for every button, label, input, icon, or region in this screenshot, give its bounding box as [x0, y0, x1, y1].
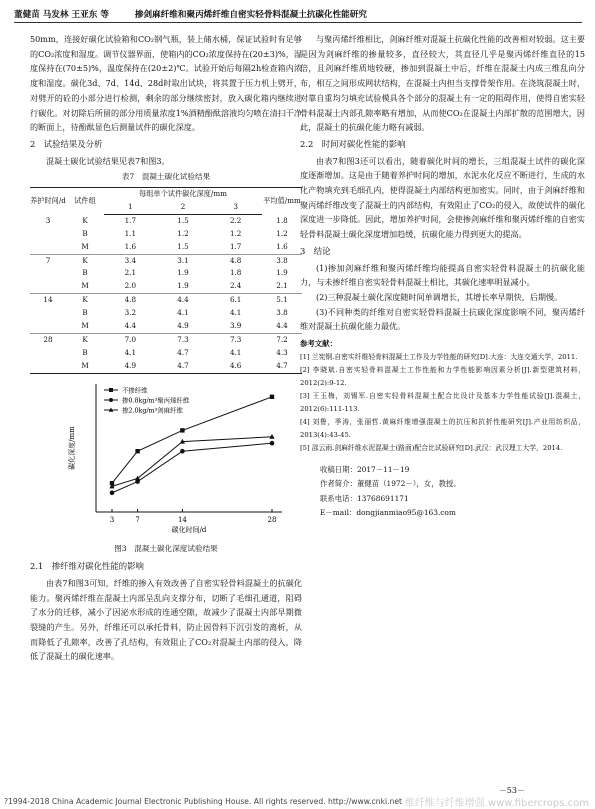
- table-cell-a: 4.9: [104, 360, 157, 373]
- table-cell-age: [30, 228, 66, 241]
- table-row: [30, 294, 302, 307]
- table-cell-age: [30, 347, 66, 360]
- table-cell-a: 2.1: [124, 268, 137, 278]
- table-row: [30, 307, 302, 320]
- conclusion-1: (1)掺加剑麻纤维和聚丙烯纤维均能提高自密实轻骨料混凝土的抗碳化能力，与未掺纤维自密实轻骨料混凝土相比，其碳化速率明显减小。: [300, 262, 585, 288]
- legend-marker: [109, 388, 113, 392]
- carbonation-table: [30, 187, 302, 374]
- table-cell-b: 1.5: [177, 215, 189, 225]
- section-3-heading: 3 结论: [300, 245, 331, 256]
- table-row: [30, 360, 302, 373]
- table-cell-a: 1.7: [124, 215, 137, 225]
- table-cell-age: [30, 280, 66, 293]
- contact-email: E－mail：dongjianmiao95@163.com: [320, 507, 456, 517]
- table-cell-a: 1.1: [124, 228, 137, 238]
- table-cell-age: [30, 307, 66, 320]
- table-row: [30, 228, 302, 241]
- table-cell-g: M: [66, 280, 104, 293]
- table-cell-age: 7: [45, 255, 51, 265]
- table-cell-m: 3.8: [276, 255, 288, 265]
- table-cell-a: 3.4: [124, 255, 137, 265]
- table-cell-c: 3.9: [209, 320, 262, 333]
- table-cell-m: 7.2: [276, 335, 288, 344]
- article-meta: [300, 463, 585, 520]
- th-depth: 每组单个试件碳化深度/mm: [104, 188, 262, 201]
- table-cell-m: 4.7: [262, 360, 302, 373]
- table-cell-b: 4.9: [157, 320, 210, 333]
- table-cell-c: 1.8: [229, 268, 242, 278]
- table-cell-m: 3.8: [276, 308, 288, 318]
- table-cell-a: 4.4: [104, 320, 157, 333]
- section-2-1-heading: 2.1 掺纤维对碳化性能的影响: [30, 561, 144, 572]
- table-cell-g: B: [82, 308, 88, 318]
- th-age: 养护时间/d: [30, 188, 66, 215]
- table-row: [30, 214, 302, 227]
- table-cell-g: K: [82, 295, 88, 305]
- data-point: [110, 490, 115, 495]
- section-2-heading: 2 试验结果及分析: [30, 138, 103, 149]
- table-cell-m: 1.9: [276, 268, 288, 278]
- table-cell-c: 2.2: [229, 215, 242, 225]
- reference-item: [1] 兰宪钢.自密实纤维轻骨料混凝土工作及力学性能的研究[D].大连：大连交通大学，2011.: [300, 353, 578, 362]
- references-heading: 参考文献：: [300, 339, 337, 349]
- table-cell-a: 4.1: [124, 347, 137, 357]
- data-point: [135, 449, 139, 453]
- carbonation-chart: [30, 378, 302, 538]
- y-axis-label: 碳化深度/mm: [68, 425, 76, 470]
- watermark: 维纤维与纤维增强.www.fibercrops.com: [404, 798, 589, 809]
- table-cell-c: 4.1: [229, 308, 242, 318]
- data-point: [180, 449, 185, 454]
- left-column: [30, 32, 302, 664]
- table-cell-b: 4.1: [177, 308, 189, 318]
- table-cell-a: 4.8: [124, 295, 137, 305]
- received-date: 收稿日期：2017－11－19: [320, 465, 410, 475]
- table-cell-g: M: [66, 360, 104, 373]
- th-n3: 3: [209, 201, 262, 214]
- table-cell-c: 4.1: [229, 347, 242, 357]
- table-cell-age: [30, 360, 66, 373]
- data-point: [180, 428, 184, 432]
- table-body: [30, 214, 302, 373]
- contact-phone: 联系电话：13768691171: [320, 493, 409, 503]
- right-column: [300, 32, 585, 520]
- table-cell-b: 1.5: [157, 241, 210, 254]
- left-paragraph-1: 50mm，连接好碳化试验箱和CO₂钢气瓶，装上储水桶，保证试验时有足够的CO₂浓度和湿度。调节仪器界面，使箱内的CO₂浓度保持在(20±3)%，湿度保持在(70±5)%，温度保持在(20±2)℃。试验开始后每隔2h检查箱内浓度和湿度。碳化3d、7d、14d、28d时取出试块，将其置于压力机上劈开，对劈开的砼的小部分进行检测，剩余的部分继续密封，放入碳化箱内继续进行碳化。对切除后所留的部分用质量浓度1%酒精酚酞溶液均匀喷在清扫干净的断面上，待酚酞显色后测量试件的碳化深度。: [30, 34, 302, 133]
- table-row: [30, 320, 302, 333]
- table-cell-c: 2.4: [209, 280, 262, 293]
- table-cell-age: [30, 241, 66, 254]
- running-header: [14, 6, 582, 23]
- legend-marker: [109, 398, 113, 402]
- table-cell-a: 3.2: [124, 308, 137, 318]
- table-cell-b: 1.9: [177, 268, 189, 278]
- table-row: [30, 267, 302, 280]
- conclusion-2: (2)三种混凝土碳化深度随时间单调增长，其增长率早期快，后期慢。: [316, 291, 563, 302]
- author-info: 作者简介：董健苗（1972－），女，教授。: [320, 479, 461, 489]
- th-n2: 2: [157, 201, 210, 214]
- table-cell-c: 4.6: [209, 360, 262, 373]
- table-cell-g: K: [82, 335, 88, 344]
- right-paragraph-2: 由表7和图3还可以看出，随着碳化时间的增长，三组混凝土试件的碳化深度逐渐增加。这是由于随着养护时间的增加，水泥水化反应不断进行，生成的水化产物填充到毛细孔内，使得混凝土内部结构更加密实。同时，由于剑麻纤维和聚丙烯纤维改变了混凝土的内部结构，有效阻止了CO₂的侵入，故使试件的碳化深度进一步降低。因此，增加养护时间，会使掺剑麻纤维和聚丙烯纤维的自密实轻骨料混凝土碳化深度增加趋缓，抗碳化能力得到更大的提高。: [300, 155, 585, 240]
- table-cell-c: 4.8: [229, 255, 242, 265]
- table-cell-a: 2.0: [104, 280, 157, 293]
- table-cell-b: 4.7: [177, 347, 189, 357]
- legend-label: 掺0.8kg/m³聚丙烯纤维: [122, 396, 190, 405]
- table-cell-g: B: [82, 347, 88, 357]
- table-cell-m: 1.2: [276, 228, 288, 238]
- table-cell-age: 14: [43, 295, 53, 305]
- table-cell-age: 3: [45, 215, 51, 225]
- x-tick-label: 3: [109, 515, 115, 524]
- table-cell-m: 2.1: [262, 280, 302, 293]
- table-cell-c: 1.7: [209, 241, 262, 254]
- table-cell-g: M: [66, 241, 104, 254]
- table-cell-a: 7.0: [124, 335, 137, 344]
- copyright-footer: ?1994-2018 China Academic Journal Electronic Publishing House. All rights reserved. http://www.cnki.net: [4, 797, 403, 806]
- table-cell-age: [30, 267, 66, 280]
- left-paragraph-2: 混凝土碳化试验结果见表7和图3。: [46, 155, 170, 166]
- reference-item: [3] 王玉梅，刘锡军.自密实轻骨料混凝土配合比设计及基本力学性能试验[J].混凝土，2012(6):111-113.: [300, 392, 585, 414]
- table-cell-g: K: [82, 255, 88, 265]
- th-n1: 1: [104, 201, 157, 214]
- table-row: [30, 280, 302, 293]
- x-tick-label: 14: [177, 515, 187, 524]
- header-authors: 董健苗 马发林 王亚东 等: [14, 10, 109, 20]
- references: [300, 337, 585, 455]
- table-cell-m: 4.3: [276, 347, 288, 357]
- th-group: 试件组: [66, 188, 104, 215]
- section-2-2-heading: 2.2 时间对碳化性能的影响: [300, 138, 406, 149]
- reference-item: [5] 邵云雨.剑麻纤维水泥混凝土(路面)配合比试验研究[D].武汉：武汉理工大学，2014.: [300, 444, 563, 453]
- figure-caption: 图3 混凝土碳化深度试验结果: [114, 544, 218, 554]
- table-cell-b: 4.7: [157, 360, 210, 373]
- data-point: [270, 441, 275, 446]
- reference-item: [2] 李晓斌.自密实轻骨料混凝土工作性能和力学性能影响因素分析[J].新型建筑材料，2012(2):9-12.: [300, 366, 585, 388]
- page-number: －53－: [498, 786, 525, 795]
- table-row: [30, 241, 302, 254]
- table-cell-c: 7.3: [229, 335, 242, 344]
- x-axis-label: 碳化时间/d: [171, 525, 207, 534]
- table-cell-b: 4.4: [177, 295, 189, 305]
- table-cell-b: 1.9: [157, 280, 210, 293]
- legend-label: 掺2.0kg/m³剑麻纤维: [122, 406, 183, 415]
- table-cell-b: 3.1: [177, 255, 189, 265]
- table-cell-g: M: [66, 320, 104, 333]
- table-cell-b: 7.3: [177, 335, 189, 344]
- table-cell-m: 1.8: [276, 215, 288, 225]
- table-cell-g: K: [82, 215, 88, 225]
- x-tick-label: 28: [267, 515, 277, 524]
- legend-label: 不掺纤维: [122, 386, 148, 395]
- x-tick-label: 7: [135, 515, 140, 524]
- table-row: [30, 254, 302, 267]
- conclusion-3: (3)不同种类的纤维对自密实轻骨料混凝土抗碳化深度影响不同，聚丙烯纤维对混凝土抗碳化能力最优。: [300, 306, 585, 332]
- table-cell-g: B: [82, 268, 88, 278]
- header-title: 掺剑麻纤维和聚丙烯纤维自密实轻骨料混凝土抗碳化性能研究: [134, 10, 367, 20]
- table-cell-m: 5.1: [276, 295, 288, 305]
- table-cell-m: 4.4: [262, 320, 302, 333]
- table-caption: 表7 混凝土碳化试验结果: [121, 172, 211, 182]
- data-point: [270, 394, 274, 398]
- reference-item: [4] 刘鲁，季涛，张丽哲.黄麻纤维增强混凝土的抗压和抗折性能研究[J].产业用纺织品，2013(4):43-45.: [300, 418, 585, 440]
- left-paragraph-3: 由表7和图3可知，纤维的掺入有效改善了自密实轻骨料混凝土的抗碳化能力。聚丙烯纤维在混凝土内部呈乱向支撑分布，切断了毛细孔通道，阻碍了水分的迁移，减小了因泌水形成的连通空隙，故减少了混凝土内部早期微裂缝的产生。另外，纤维还可以承托骨料，防止因骨料下沉引发的离析，从而降低了孔隙率，改善了孔结构，有效阻止了CO₂对混凝土内部的侵入，降低了混凝土的碳化速率。: [30, 577, 302, 662]
- table-cell-a: 1.6: [104, 241, 157, 254]
- table-cell-c: 1.2: [229, 228, 242, 238]
- th-avg: 平均值/mm: [262, 188, 302, 215]
- table-cell-c: 6.1: [229, 295, 242, 305]
- table-row: [30, 334, 302, 347]
- table-cell-g: B: [82, 228, 88, 238]
- table-cell-b: 1.2: [177, 228, 189, 238]
- table-cell-m: 1.6: [262, 241, 302, 254]
- table-cell-age: 28: [43, 335, 53, 344]
- right-paragraph-1: 与聚丙烯纤维相比，剑麻纤维对混凝土抗碳化性能的改善相对较弱。这主要是因为剑麻纤维的掺量较多，直径较大，其直径几乎是聚丙烯纤维直径的15倍，且剑麻纤维质地较硬，掺加到混凝土中后，纤维在混凝土内成三维乱向分布，相互之间形成网状结构，在混凝土内担当支撑骨架作用。在浇筑混凝土时，对靠自重均匀填充试验模具各个部分的混凝土有一定的阻碍作用，使得自密实轻骨料混凝土内部孔隙率略有增加，从而使CO₂在混凝土内部扩散的范围增大，因此，混凝土的抗碳化能力略有减弱。: [300, 34, 585, 133]
- table-row: [30, 347, 302, 360]
- table-cell-age: [30, 320, 66, 333]
